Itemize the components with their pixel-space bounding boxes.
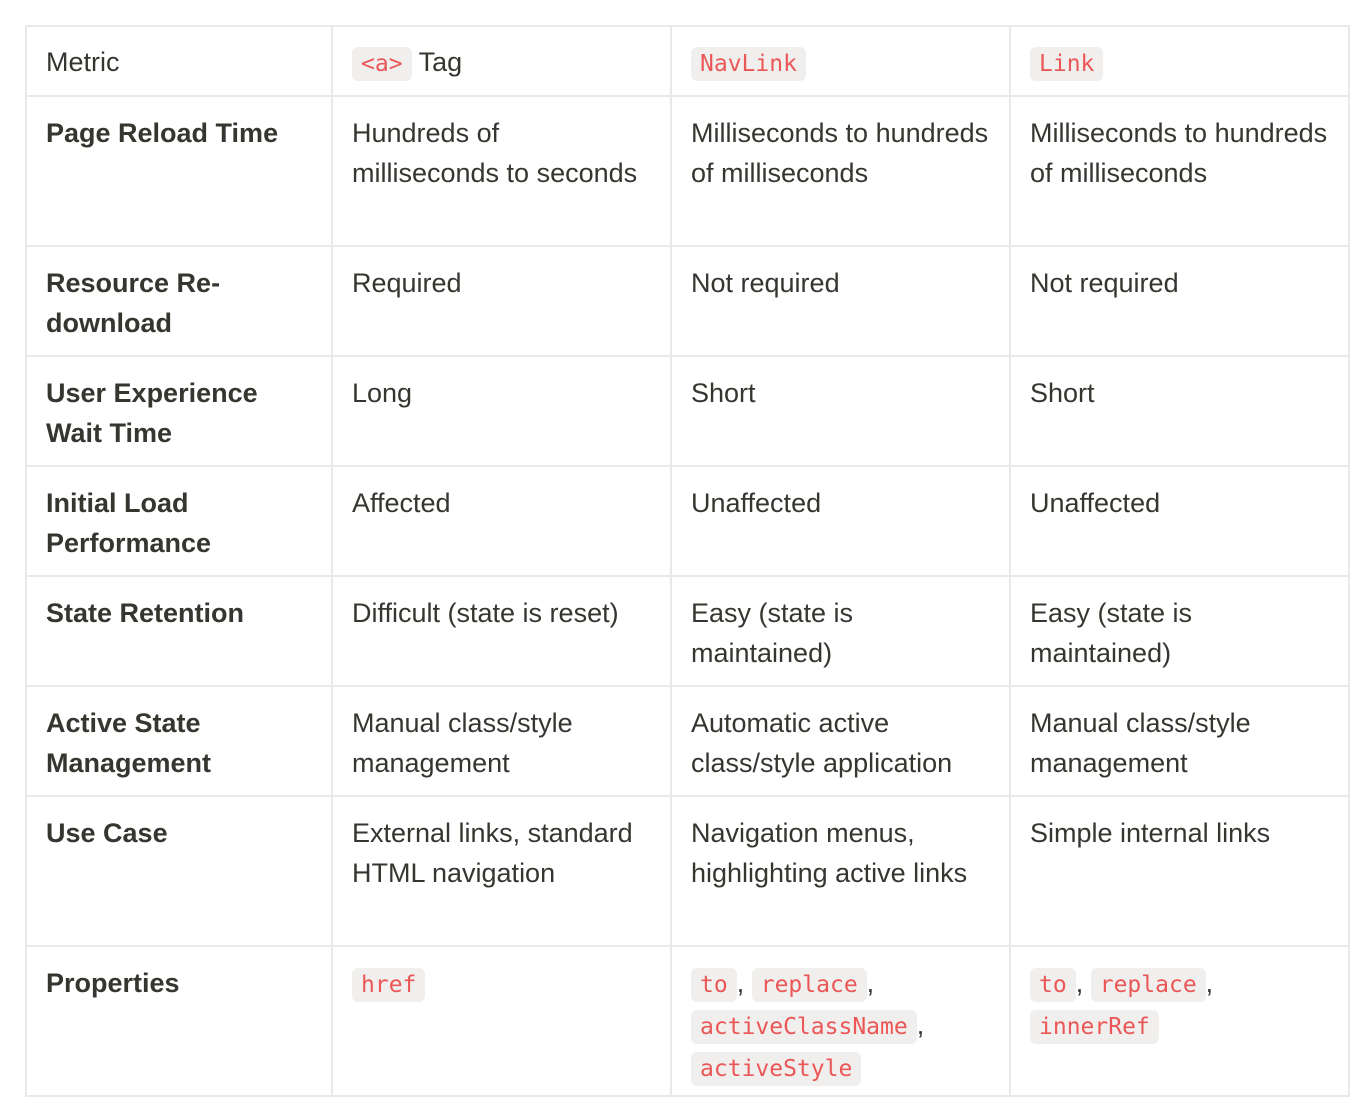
prop-activeclassname-code: activeClassName: [691, 1010, 917, 1044]
cell-navlink: Milliseconds to hundreds of milliseconds: [671, 96, 1010, 246]
row-label-resource-redownload: Resource Re-download: [26, 246, 332, 356]
prop-separator: ,: [736, 968, 745, 998]
prop-to-code: to: [1030, 968, 1076, 1002]
cell-navlink: Automatic active class/style application: [671, 686, 1010, 796]
cell-link: Milliseconds to hundreds of milliseconds: [1010, 96, 1349, 246]
cell-link: Unaffected: [1010, 466, 1349, 576]
cell-a-tag: Hundreds of milliseconds to seconds: [332, 96, 671, 246]
cell-a-tag: Manual class/style management: [332, 686, 671, 796]
cell-navlink: Not required: [671, 246, 1010, 356]
row-label-page-reload-time: Page Reload Time: [26, 96, 332, 246]
prop-separator: ,: [916, 1010, 925, 1040]
row-label-user-experience-wait-time: User Experience Wait Time: [26, 356, 332, 466]
prop-replace-code: replace: [1091, 968, 1206, 1002]
cell-navlink: Navigation menus, highlighting active links: [671, 796, 1010, 946]
cell-navlink: Short: [671, 356, 1010, 466]
cell-a-tag: Affected: [332, 466, 671, 576]
row-label-initial-load-performance: Initial Load Performance: [26, 466, 332, 576]
cell-navlink: Easy (state is maintained): [671, 576, 1010, 686]
prop-separator: ,: [1205, 968, 1214, 998]
header-metric: Metric: [26, 26, 332, 96]
a-tag-label: Tag: [418, 47, 463, 77]
cell-a-tag: Long: [332, 356, 671, 466]
table-row-properties: [26, 946, 1349, 1096]
a-tag-code: <a>: [352, 47, 412, 81]
row-label-use-case: Use Case: [26, 796, 332, 946]
navlink-code: NavLink: [691, 47, 806, 81]
table-row: [26, 796, 1349, 946]
header-navlink: [671, 26, 1010, 96]
cell-a-tag: External links, standard HTML navigation: [332, 796, 671, 946]
table-row: [26, 686, 1349, 796]
cell-link: Not required: [1010, 246, 1349, 356]
prop-separator: ,: [1075, 968, 1084, 998]
row-label-properties: Properties: [26, 946, 332, 1096]
prop-to-code: to: [691, 968, 737, 1002]
cell-a-tag: Required: [332, 246, 671, 356]
cell-link-properties: [1010, 946, 1349, 1096]
table-row: [26, 246, 1349, 356]
prop-separator: ,: [866, 968, 875, 998]
cell-link: Short: [1010, 356, 1349, 466]
cell-a-tag-properties: [332, 946, 671, 1096]
row-label-active-state-management: Active State Management: [26, 686, 332, 796]
prop-replace-code: replace: [752, 968, 867, 1002]
prop-activestyle-code: activeStyle: [691, 1052, 861, 1086]
header-link: [1010, 26, 1349, 96]
comparison-table-container: [25, 25, 1350, 1097]
cell-link: Manual class/style management: [1010, 686, 1349, 796]
cell-link: Easy (state is maintained): [1010, 576, 1349, 686]
header-a-tag: [332, 26, 671, 96]
cell-link: Simple internal links: [1010, 796, 1349, 946]
cell-a-tag: Difficult (state is reset): [332, 576, 671, 686]
table-header-row: [26, 26, 1349, 96]
table-row: [26, 96, 1349, 246]
link-code: Link: [1030, 47, 1103, 81]
table-row: [26, 576, 1349, 686]
table-row: [26, 356, 1349, 466]
cell-navlink-properties: [671, 946, 1010, 1096]
prop-innerref-code: innerRef: [1030, 1010, 1159, 1044]
row-label-state-retention: State Retention: [26, 576, 332, 686]
prop-href-code: href: [352, 968, 425, 1002]
comparison-table: [25, 25, 1350, 1097]
cell-navlink: Unaffected: [671, 466, 1010, 576]
table-row: [26, 466, 1349, 576]
